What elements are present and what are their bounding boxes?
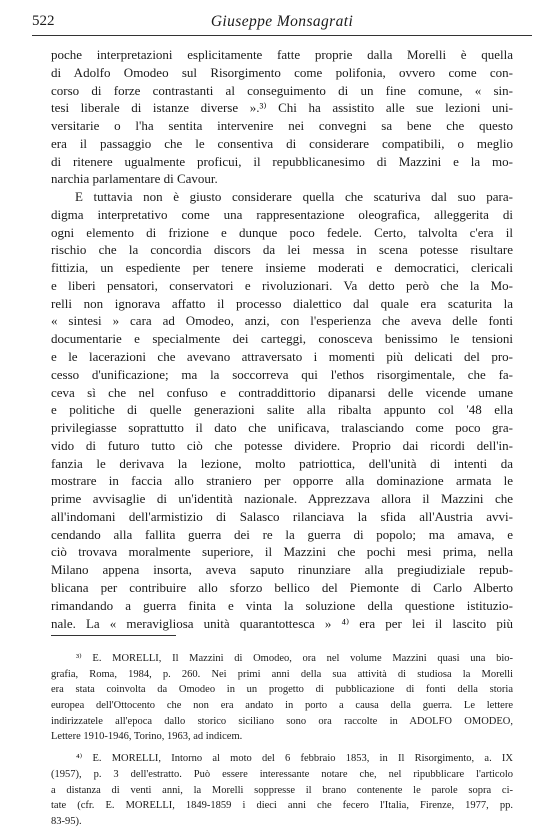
body-line: vido di futuro tutto ciò che potesse dividere. Proprio dai ricordi dell'in- <box>51 437 513 453</box>
body-line: digma interpretativo come una rappresentazione oleografica, alleggerita di <box>51 206 513 222</box>
body-line: ogni elemento di frizione e dunque poco fedele. Certo, talvolta c'era il <box>51 224 513 240</box>
body-line: cesso d'unificazione; ma la soccorreva qui l'ethos risorgimentale, che fa- <box>51 366 513 382</box>
body-line: prime avvisaglie di un'identità nazionale. Apprezzava allora il Mazzini che <box>51 491 513 507</box>
body-line: cendando alla fallita guerra dei re la guerra di popolo; ma amava, e <box>51 526 513 542</box>
body-line: fanzia le derivava la lezione, molto patriottica, dell'unità di intenti da <box>51 455 513 471</box>
page-number: 522 <box>32 13 55 29</box>
body-line: E tuttavia non è giusto considerare quella che scaturiva dal suo para- <box>75 189 513 205</box>
body-line: era il passaggio che le consentiva di considerare compatibili, o meglio <box>51 135 513 151</box>
footnote-line: ³⁾ E. MORELLI, Il Mazzini di Omodeo, ora nel volume Mazzini quasi una bio- <box>76 653 513 664</box>
body-line: blicana per contribuire allo sforzo bellico del Piemonte di Carlo Alberto <box>51 579 513 595</box>
body-text <box>51 46 513 632</box>
footnote-line: (1957), p. 3 dell'estratto. Può essere interessante notare che, nel ripubblicare l'articolo <box>51 768 513 780</box>
footnote-line: a distanza di venti anni, la Morelli soppresse il brano contenente le parole sopra ci- <box>51 784 513 796</box>
body-line: poche interpretazioni esplicitamente fatte proprie dalla Morelli è quella <box>51 47 513 62</box>
body-line: rimandando a guerra finita e vinta la soluzione della questione istituzio- <box>51 597 513 613</box>
body-line: nale. La « meravigliosa unità quarantottesca » ⁴⁾ era per lei il lascito più <box>51 615 513 631</box>
header-rule <box>32 35 532 36</box>
running-head: Giuseppe Monsagrati <box>210 13 354 30</box>
body-line: all'indomani dell'armistizio di Salasco rilanciava la sfida all'Austria avvi- <box>51 508 513 524</box>
body-line: e le lacerazioni che avevano attraversato i momenti più delicati del pro- <box>51 349 513 365</box>
body-line: Milano appena insorta, aveva saputo rinunziare alla pregiudiziale repub- <box>51 562 513 578</box>
body-line: e politiche di quelle generazioni salite alla ribalta appunto col '48 ella <box>51 402 513 418</box>
body-line: e liberi pensatori, conservatori e rivoluzionari. Va detto però che la Mo- <box>51 277 513 293</box>
footnote-line: tate (cfr. E. MORELLI, 1849-1859 i dieci anni che fecero l'Italia, Firenze, 1977, pp. <box>51 800 513 812</box>
footnote-line: indirizzatele all'epoca dallo storico siciliano sono ora raccolte in ADOLFO OMODEO, <box>51 715 513 727</box>
footnote-line: ⁴⁾ E. MORELLI, Intorno al moto del 6 febbraio 1853, in Il Risorgimento, a. IX <box>76 753 513 765</box>
body-line: di ritenere ugualmente proficui, il repubblicanesimo di Mazzini e la mo- <box>51 153 513 169</box>
footnotes <box>51 651 513 830</box>
body-line: « sintesi » cara ad Omodeo, anzi, con l'esperienza che aveva delle fonti <box>51 313 513 329</box>
body-line: ciò trovava moralmente superiore, il Mazzini che pochi mesi prima, nella <box>51 544 513 560</box>
body-line: mostrare in faccia allo straniero per opporre alla dominazione armata le <box>51 473 513 489</box>
footnote-line: grafia, Roma, 1984, p. 260. Nei primi anni della sua attività di studiosa la Morelli <box>51 668 513 680</box>
body-line: corso di forze contrastanti al conseguimento di un fine comune, « sin- <box>51 82 513 98</box>
page-header <box>32 13 532 37</box>
footnote-line: Lettere 1910-1946, Torino, 1963, ad indicem. <box>51 731 243 743</box>
body-line: versitarie o l'ha sentita intervenire nei convegni sa bene che questo <box>51 118 513 134</box>
body-line: ceva sì che nel confuso e contraddittorio dipanarsi delle vicende umane <box>51 384 513 400</box>
body-line: documentarie e specialmente dei carteggi, conosceva benissimo le tensioni <box>51 331 513 347</box>
body-line: rischio che la concordia discors da lei messa in scena potesse risultare <box>51 242 513 258</box>
body-line: narchia parlamentare di Cavour. <box>51 171 218 187</box>
footnote-rule <box>51 635 176 636</box>
footnote-line: era stata coinvolta da Omodeo in un progetto di pubblicazione di fonti della storia <box>51 684 513 696</box>
body-line: privilegiasse soprattutto il dato che unificava, tralasciando come poco gra- <box>51 420 513 436</box>
body-line: tesi liberale di istanze diverse ».³⁾ Chi ha assistito alle sue lezioni uni- <box>51 100 513 116</box>
body-line: di Adolfo Omodeo sul Risorgimento come polifonia, ovvero come con- <box>51 64 513 80</box>
footnote-line: europea dell'Ottocento che non era andato in porto a causa della guerra. Le lettere <box>51 700 513 712</box>
body-line: relli non ignorava affatto il processo dialettico dal quale era scaturita la <box>51 295 513 311</box>
footnote-line: 83-95). <box>51 815 82 827</box>
body-line: fittizia, un espediente per tenere insieme moderati e democratici, clericali <box>51 260 513 276</box>
